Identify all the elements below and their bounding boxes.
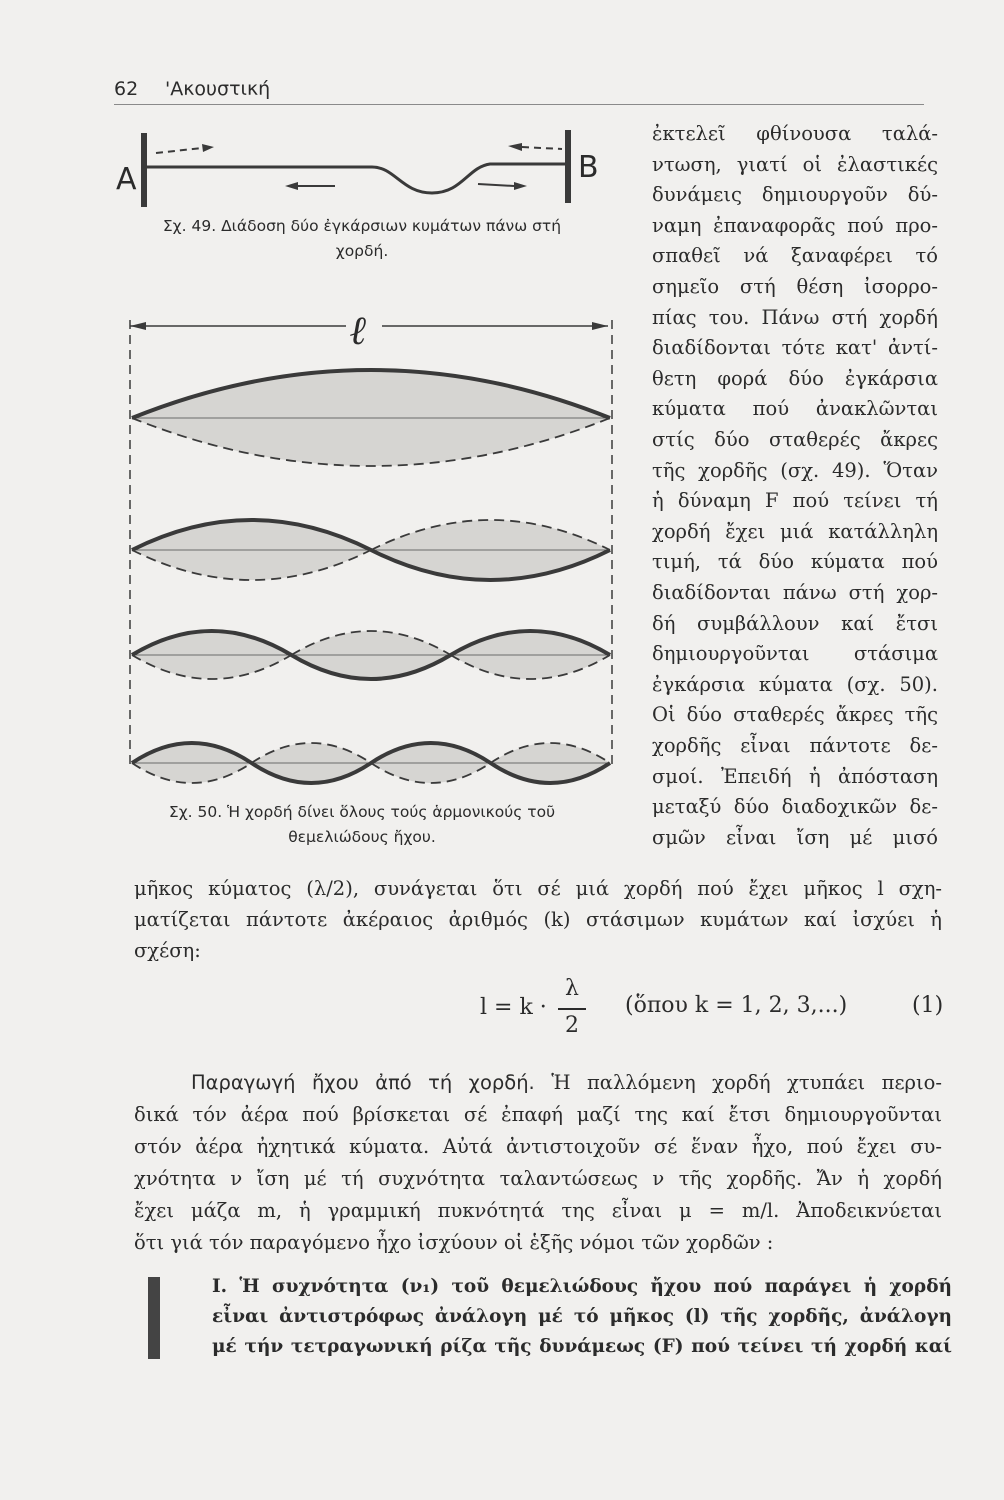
section-first-line-text: Ἡ παλλόμενη χορδή χτυπάει περιο- <box>551 1071 942 1094</box>
arrow-right-line <box>478 184 514 186</box>
column-line: κύματα πού ἀνακλῶνται <box>652 397 938 421</box>
caption-line: θεμελιώδους ἤχου. <box>288 828 436 846</box>
paragraph-line: σχέση: <box>134 939 201 962</box>
arrowhead-right <box>202 144 214 152</box>
column-line: δημιουργοῦνται στάσιμα <box>652 642 938 666</box>
equation-number: (1) <box>912 993 944 1018</box>
column-line: ἐκτελεῖ φθίνουσα ταλά- <box>652 122 938 145</box>
caption-line: Σχ. 50. Ἡ χορδή δίνει ὅλους τούς ἁρμονικούς τοῦ <box>168 803 556 821</box>
column-line: τῆς χορδῆς (σχ. 49). Ὅταν <box>652 458 938 482</box>
figure-49-caption <box>112 214 612 264</box>
caption-line: χορδή. <box>335 242 389 260</box>
column-line: Οἱ δύο σταθερές ἄκρες τῆς <box>652 703 938 727</box>
section-heading: Παραγωγή ἤχου ἀπό τή χορδή. <box>191 1071 535 1094</box>
column-line: μεταξύ δύο διαδοχικῶν δε- <box>652 795 938 819</box>
column-line: χορδῆς εἶναι πάντοτε δε- <box>652 734 938 757</box>
column-line: διαδίδονται τότε κατ' ἀντί- <box>652 336 938 360</box>
column-line: διαδίδονται πάνω στή χορ- <box>652 581 938 604</box>
paragraph-line: δικά τόν ἀέρα πού βρίσκεται σέ ἐπαφή μαζί της καί ἔτσι δημιουργοῦνται <box>134 1103 942 1126</box>
formula-lhs: l = k · <box>480 995 547 1020</box>
dashed-arrow-left <box>522 147 562 149</box>
figure-50-caption <box>112 800 612 850</box>
paragraph-line: στόν ἀέρα ἠχητικά κύματα. Αὐτά ἀντιστοιχοῦν σέ ἕναν ἦχο, πού ἔχει συ- <box>134 1135 942 1158</box>
arrowhead-right-2 <box>514 182 527 190</box>
length-arrowhead-left <box>130 322 146 330</box>
label-b: B <box>578 150 599 185</box>
section-first-line <box>191 1068 942 1098</box>
dashed-arrow-right <box>156 148 202 153</box>
fraction-bar <box>558 1008 586 1010</box>
figure-49 <box>110 115 610 215</box>
formula-numerator: λ <box>565 976 579 1001</box>
column-line: ντωση, γιατί οἱ ἐλαστικές <box>652 152 938 176</box>
column-line: θετη φορά δύο ἐγκάρσια <box>652 366 938 390</box>
paragraph-line: ὅτι γιά τόν παραγόμενο ἦχο ἰσχύουν οἱ ἑξῆς νόμοι τῶν χορδῶν : <box>134 1231 774 1254</box>
column-line: σπαθεῖ νά ξαναφέρει τό <box>652 244 938 268</box>
column-line: σμῶν εἶναι ἴση μέ μισό <box>652 825 938 849</box>
column-line: ναμη ἐπαναφορᾶς πού προ- <box>652 213 938 237</box>
column-line: τιμή, τά δύο κύματα πού <box>652 550 938 574</box>
formula-denominator: 2 <box>565 1013 579 1038</box>
paragraph-line: μῆκος κύματος (λ/2), συνάγεται ὅτι σέ μιά χορδή πού ἔχει μῆκος l σχη- <box>134 877 942 900</box>
column-line: σμοί. Ἐπειδή ἡ ἀπόσταση <box>652 764 938 788</box>
formula-condition: (ὅπου k = 1, 2, 3,...) <box>625 993 848 1018</box>
caption-line: Σχ. 49. Διάδοση δύο ἐγκάρσιων κυμάτων πάνω στή <box>162 217 562 235</box>
arrowhead-left-2 <box>285 182 298 190</box>
column-line: ἡ δύναμη F πού τείνει τή <box>652 489 938 513</box>
harmonics-group <box>132 370 610 783</box>
column-line: δή συμβάλλουν καί ἔτσι <box>652 611 938 635</box>
law-line: I. Ἡ συχνότητα (ν₁) τοῦ θεμελιώδους ἤχου πού παράγει ἡ χορδή <box>212 1276 952 1297</box>
column-line: σημεῖο στή θέση ἰσορρο- <box>652 275 938 298</box>
column-line: δυνάμεις δημιουργοῦν δύ- <box>652 183 938 207</box>
label-a: A <box>116 162 137 197</box>
paragraph-line: ματίζεται πάντοτε ἀκέραιος ἀριθμός (k) στάσιμων κυμάτων καί ἰσχύει ἡ <box>134 908 942 931</box>
header-rule <box>114 104 924 105</box>
column-line: ἐγκάρσια κύματα (σχ. 50). <box>652 672 938 696</box>
arrowhead-left <box>508 143 522 151</box>
paragraph-line: χνότητα ν ἴση μέ τή συχνότητα ταλαντώσεως ν τῆς χορδῆς. Ἄν ἡ χορδή <box>134 1167 942 1190</box>
paragraph-line: ἔχει μάζα m, ἡ γραμμική πυκνότητά της εἶναι μ = m/l. Ἀποδεικνύεται <box>134 1199 942 1222</box>
law-margin-bar <box>148 1277 160 1359</box>
length-arrowhead-right <box>592 322 608 330</box>
column-line: στίς δύο σταθερές ἄκρες <box>652 428 938 451</box>
page-number: 62 <box>114 78 139 100</box>
string-with-pulse <box>144 164 568 193</box>
length-label: ℓ <box>350 307 368 354</box>
figure-50 <box>110 300 630 795</box>
column-line: πίας του. Πάνω στή χορδή <box>652 305 938 329</box>
law-line: μέ τήν τετραγωνική ρίζα τῆς δυνάμεως (F) πού τείνει τή χορδή καί <box>212 1336 952 1357</box>
running-title: 'Ακουστική <box>165 78 271 100</box>
column-line: χορδή ἔχει μιά κατάλληλη <box>652 519 938 543</box>
law-line: εἶναι ἀντιστρόφως ἀνάλογη μέ τό μῆκος (l) τῆς χορδῆς, ἀνάλογη <box>212 1306 952 1327</box>
